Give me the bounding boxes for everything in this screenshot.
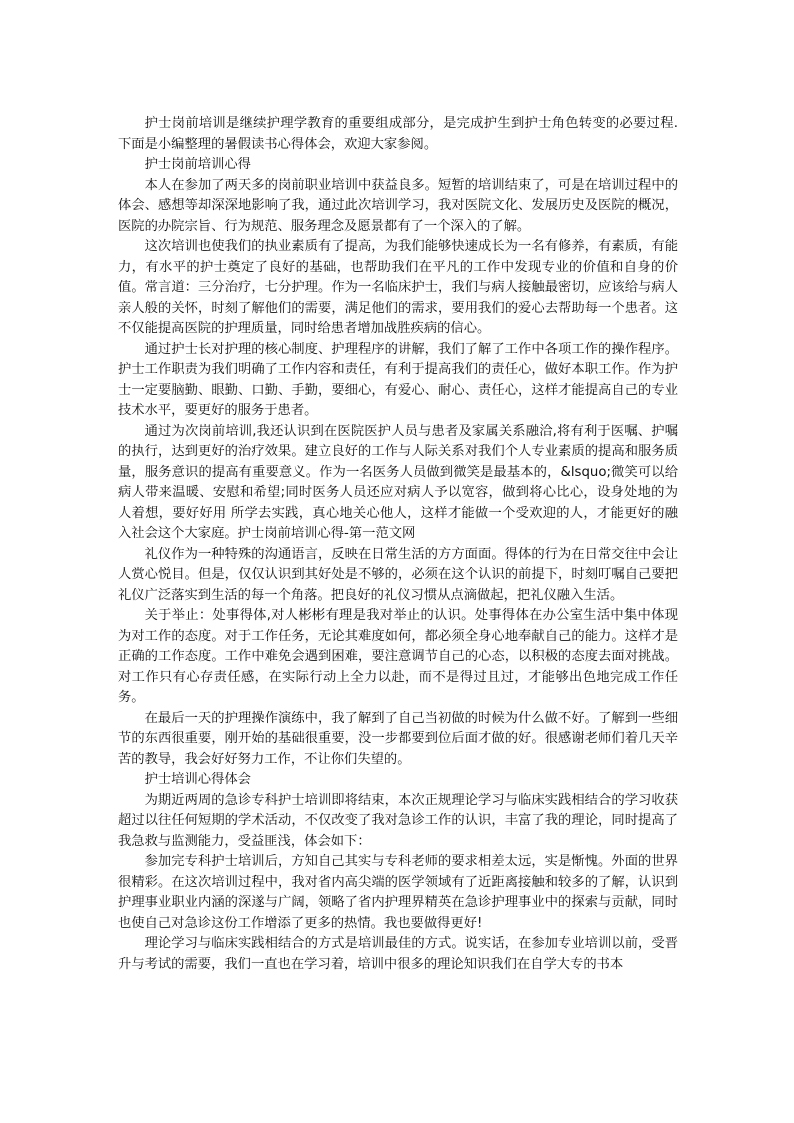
- body-paragraph: 理论学习与临床实践相结合的方式是培训最佳的方式。说实话，在参加专业培训以前，受晋升与考试的需要，我们一直也在学习着，培训中很多的理论知识我们在自学大专的书本: [118, 936, 678, 972]
- body-paragraph: 为期近两周的急诊专科护士培训即将结束，本次正规理论学习与临床实践相结合的学习收获超过以往任何短期的学术活动，不仅改变了我对急诊工作的认识，丰富了我的理论，同时提高了我急救与监测能力，受益匪浅，体会如下：: [118, 792, 678, 849]
- document-page: [118, 114, 678, 975]
- body-paragraph: 通过为次岗前培训,我还认识到在医院医护人员与患者及家属关系融洽,将有利于医嘱、护嘱的执行，达到更好的治疗效果。建立良好的工作与人际关系对我们个人专业素质的提高和服务质量，服务意识的提高有重要意义。作为一名医务人员做到微笑是最基本的，&lsquo;微笑可以给病人带来温暖、安慰和希望;同时医务人员还应对病人予以宽容，做到将心比心，设身处地的为人着想，要好好用 所学去实践，真心地关心他人，这样才能做一个受欢迎的人，才能更好的融入社会这个大家庭。护士岗前培训心得-第一范文网: [118, 423, 678, 541]
- body-paragraph: 这次培训也使我们的执业素质有了提高，为我们能够快速成长为一名有修养，有素质，有能力，有水平的护士奠定了良好的基础，也帮助我们在平凡的工作中发现专业的价值和自身的价值。常言道：三分治疗，七分护理。作为一名临床护士，我们与病人接触最密切，应该给与病人亲人般的关怀，时刻了解他们的需要，满足他们的需求，要用我们的爱心去帮助每一个患者。这不仅能提高医院的护理质量，同时给患者增加战胜疾病的信心。: [118, 239, 678, 336]
- body-paragraph: 通过护士长对护理的核心制度、护理程序的讲解，我们了解了工作中各项工作的操作程序。护士工作职责为我们明确了工作内容和责任，有利于提高我们的责任心，做好本职工作。作为护士一定要脑勤、眼勤、口勤、手勤，要细心，有爱心、耐心、责任心，这样才能提高自己的专业技术水平，要更好的服务于患者。: [118, 341, 678, 418]
- section-heading-2: 护士培训心得体会: [144, 772, 251, 787]
- body-paragraph: 在最后一天的护理操作演练中，我了解到了自己当初做的时候为什么做不好。了解到一些细节的东西很重要，刚开始的基础很重要，没一步都要到位后面才做的好。很感谢老师们着几天辛苦的教导，我会好好努力工作，不让你们失望的。: [118, 710, 678, 767]
- body-paragraph: 参加完专科护士培训后，方知自己其实与专科老师的要求相差太远，实是惭愧。外面的世界很精彩。在这次培训过程中，我对省内高尖端的医学领域有了近距离接触和较多的了解，认识到护理事业职业内涵的深遂与广阔，领略了省内护理界精英在急诊护理事业中的探索与贡献，同时也使自己对急诊这份工作增添了更多的热情。我也要做得更好!: [118, 854, 678, 931]
- intro-paragraph: 护士岗前培训是继续护理学教育的重要组成部分，是完成护生到护士角色转变的必要过程.下面是小编整理的暑假读书心得体会，欢迎大家参阅。: [118, 116, 678, 152]
- body-paragraph: 礼仪作为一种特殊的沟通语言，反映在日常生活的方方面面。得体的行为在日常交往中会让人赏心悦目。但是，仅仅认识到其好处是不够的，必须在这个认识的前提下，时刻叮嘱自己要把礼仪广泛落实到生活的每一个角落。把良好的礼仪习惯从点滴做起，把礼仪融入生活。: [118, 546, 678, 603]
- body-paragraph: 关于举止：处事得体,对人彬彬有理是我对举止的认识。处事得体在办公室生活中集中体现为对工作的态度。对于工作任务，无论其难度如何，都必须全身心地奉献自己的能力。这样才是正确的工作态度。工作中难免会遇到困难，要注意调节自己的心态，以积极的态度去面对挑战。对工作只有心存责任感，在实际行动上全力以赴，而不是得过且过，才能够出色地完成工作任务。: [118, 608, 678, 705]
- section-heading-1: 护士岗前培训心得: [144, 157, 251, 172]
- body-paragraph: 本人在参加了两天多的岗前职业培训中获益良多。短暂的培训结束了，可是在培训过程中的体会、感想等却深深地影响了我，通过此次培训学习，我对医院文化、发展历史及医院的概况，医院的办院宗旨、行为规范、服务理念及愿景都有了一个深入的了解。: [118, 177, 678, 234]
